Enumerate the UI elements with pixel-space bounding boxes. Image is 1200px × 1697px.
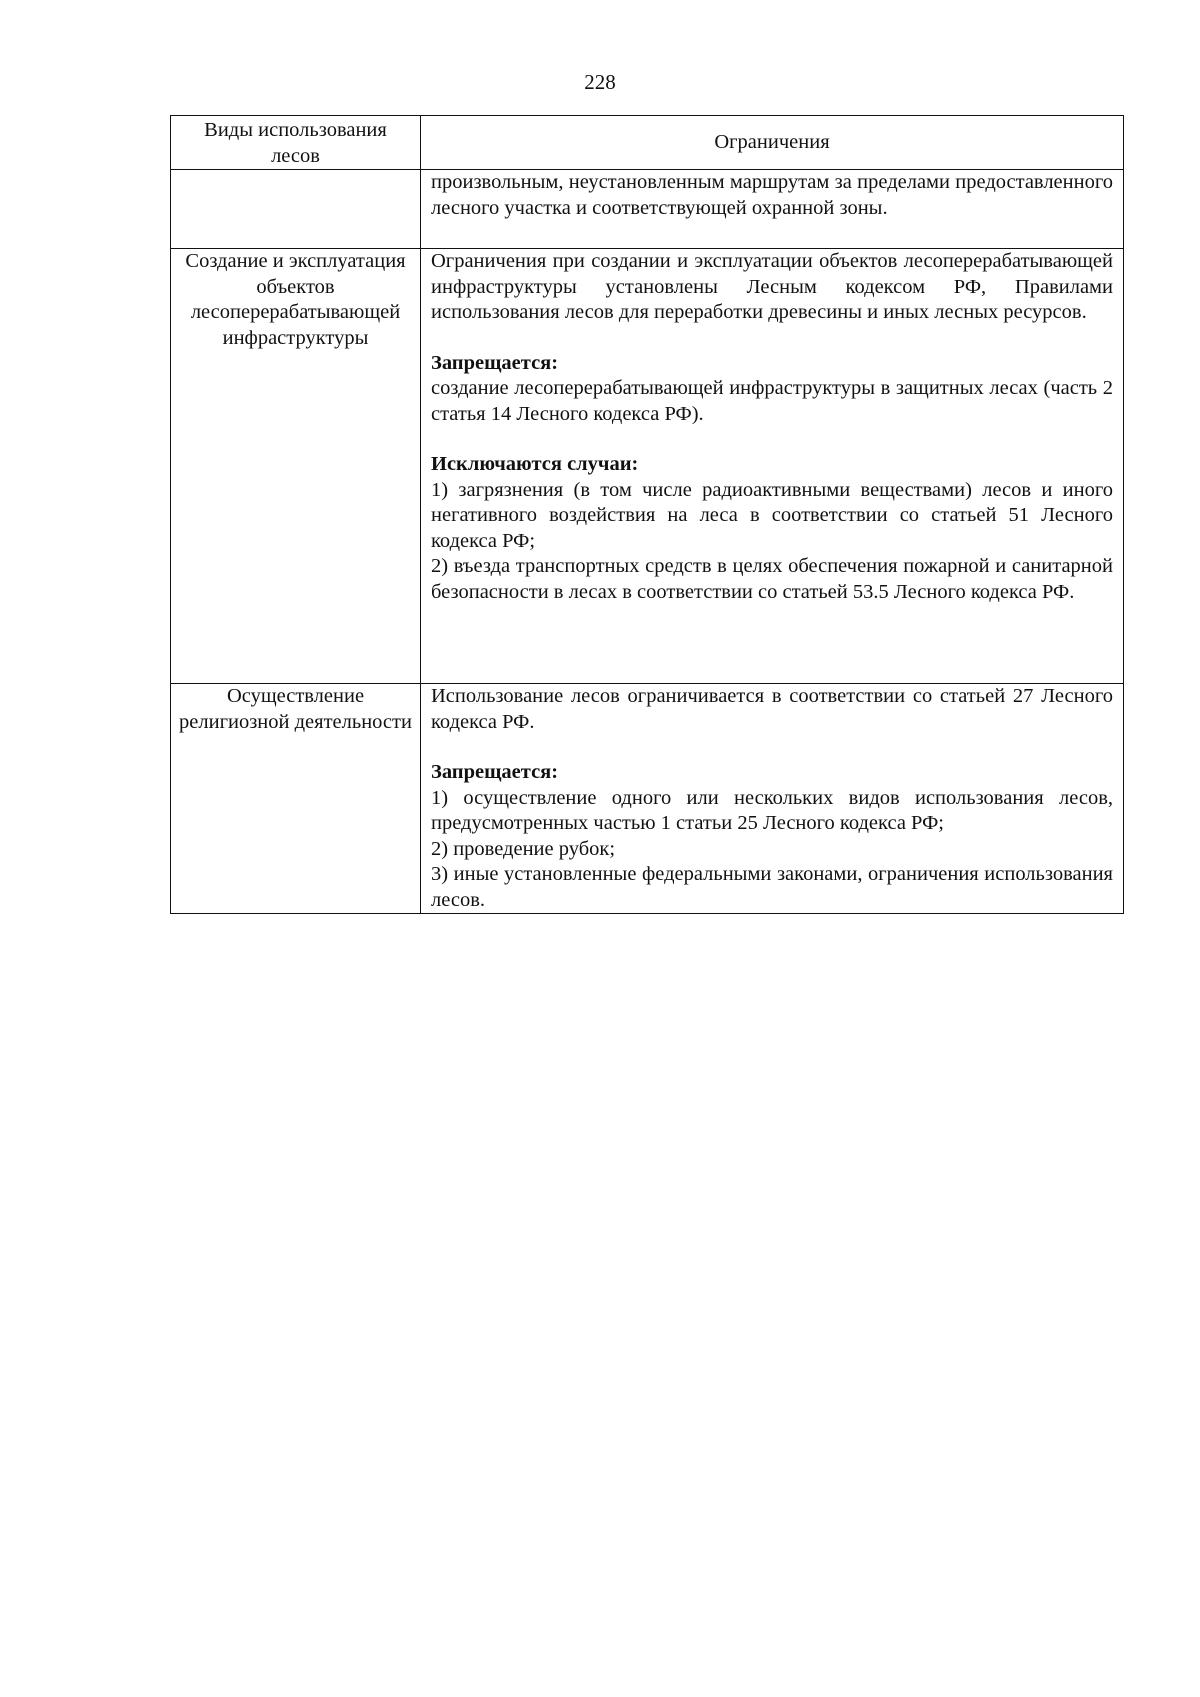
prohibited-item: 3) иные установленные федеральными законами, ограничения использования лесов.: [431, 863, 1113, 911]
exception-item: 2) въезда транспортных средств в целях обеспечения пожарной и санитарной безопасности в лесах в соответствии со статьей 53.5 Лесного кодекса РФ.: [431, 555, 1113, 603]
prohibited-item: 1) осуществление одного или нескольких видов использования лесов, предусмотренных частью 1 статьи 25 Лесного кодекса РФ;: [431, 786, 1113, 834]
header-usage-type: Виды использования лесов: [171, 116, 421, 170]
header-restrictions: Ограничения: [421, 116, 1124, 170]
restrictions-cell: [421, 684, 1124, 914]
page-number: 228: [584, 70, 616, 94]
prohibited-heading: Запрещается:: [431, 351, 559, 374]
continuation-text: произвольным, неустановленным маршрутам за пределами предоставленного лесного участка и соответствующей охранной зоны.: [431, 171, 1113, 219]
prohibited-heading: Запрещается:: [431, 761, 559, 783]
restriction-intro: Ограничения при создании и эксплуатации объектов лесоперерабатывающей инфраструктуры установлены Лесным кодексом РФ, Правилами использования лесов для переработки древесины и иных лесных ресурсов.: [431, 250, 1113, 323]
table-header-row: [171, 116, 1124, 170]
table-row: [171, 684, 1124, 914]
table-row: [171, 170, 1124, 249]
restrictions-cell: [421, 249, 1124, 684]
restriction-intro: Использование лесов ограничивается в соответствии со статьей 27 Лесного кодекса РФ.: [431, 685, 1113, 733]
exceptions-heading: Исключаются случаи:: [431, 453, 639, 475]
restrictions-table: [170, 115, 1124, 914]
prohibited-item: 2) проведение рубок;: [431, 837, 616, 860]
exception-item: 1) загрязнения (в том числе радиоактивными веществами) лесов и иного негативного воздействия на леса в соответствии со статьей 51 Лесного кодекса РФ;: [431, 478, 1113, 552]
usage-type-cell: Создание и эксплуатация объектов лесоперерабатывающей инфраструктуры: [171, 249, 421, 684]
prohibited-text: создание лесоперерабатывающей инфраструктуры в защитных лесах (часть 2 статья 14 Лесного кодекса РФ).: [431, 377, 1113, 425]
table-row: [171, 249, 1124, 684]
usage-type-cell: Осуществление религиозной деятельности: [171, 684, 421, 914]
usage-type-cell: [171, 170, 421, 249]
restrictions-cell: [421, 170, 1124, 249]
